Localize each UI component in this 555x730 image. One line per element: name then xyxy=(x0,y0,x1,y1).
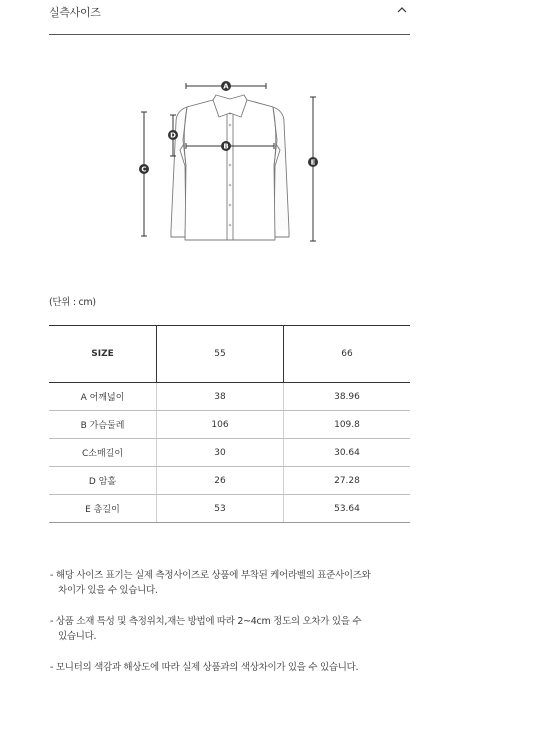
note-line: - 상품 소재 특성 및 측정위치,재는 방법에 따라 2~4cm 정도의 오차가 있을 수 xyxy=(50,616,362,627)
value-66: 53.64 xyxy=(284,495,411,523)
marker-d-label: D xyxy=(170,131,176,140)
table-row xyxy=(49,467,410,495)
note-item xyxy=(50,614,430,644)
value-66: 30.64 xyxy=(284,439,411,467)
marker-b-label: B xyxy=(223,142,229,151)
note-item xyxy=(50,660,430,675)
header-55: 55 xyxy=(157,326,284,383)
value-55: 53 xyxy=(157,495,284,523)
size-notes xyxy=(50,568,430,691)
row-label: C소매길이 xyxy=(49,439,157,467)
row-label: D 암홀 xyxy=(49,467,157,495)
table-row xyxy=(49,439,410,467)
value-55: 38 xyxy=(157,383,284,411)
note-line: - 모니터의 색감과 해상도에 따라 실제 상품과의 색상차이가 있을 수 있습니다. xyxy=(50,662,359,673)
size-table xyxy=(49,325,410,523)
table-header-row xyxy=(49,326,410,383)
shirt-measurement-diagram xyxy=(130,80,330,250)
marker-c-label: C xyxy=(141,165,147,174)
size-section-header[interactable] xyxy=(49,0,410,35)
header-size: SIZE xyxy=(49,326,157,383)
note-item xyxy=(50,568,430,598)
unit-label: (단위 : cm) xyxy=(49,297,96,308)
measure-line-e xyxy=(310,97,316,241)
marker-a-label: A xyxy=(223,82,229,91)
table-row xyxy=(49,411,410,439)
marker-e-label: E xyxy=(310,158,316,167)
value-66: 38.96 xyxy=(284,383,411,411)
row-label: E 총길이 xyxy=(49,495,157,523)
shirt-illustration xyxy=(171,95,289,240)
value-66: 27.28 xyxy=(284,467,411,495)
size-section-title: 실측사이즈 xyxy=(49,6,101,19)
note-line: 있습니다. xyxy=(58,631,97,642)
header-66: 66 xyxy=(284,326,411,383)
row-label: A 어깨넓이 xyxy=(49,383,157,411)
value-55: 26 xyxy=(157,467,284,495)
value-55: 30 xyxy=(157,439,284,467)
note-line: 차이가 있을 수 있습니다. xyxy=(58,585,158,596)
row-label: B 가슴둘레 xyxy=(49,411,157,439)
value-55: 106 xyxy=(157,411,284,439)
chevron-up-icon[interactable] xyxy=(396,5,408,15)
note-line: - 해당 사이즈 표기는 실제 측정사이즈로 상품에 부착된 케어라벨의 표준사이즈와 xyxy=(50,570,371,581)
table-row xyxy=(49,495,410,523)
table-row xyxy=(49,383,410,411)
value-66: 109.8 xyxy=(284,411,411,439)
